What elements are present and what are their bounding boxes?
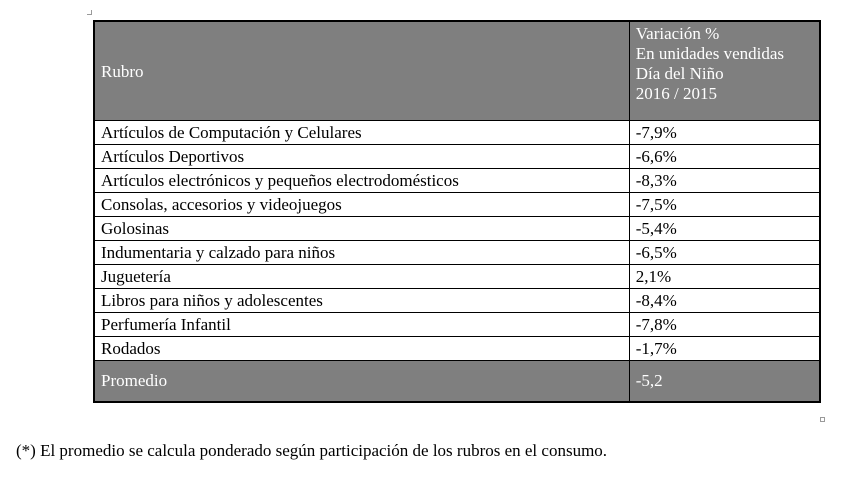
cell-rubro: Rodados: [94, 337, 629, 361]
cell-rubro: Artículos electrónicos y pequeños electrodomésticos: [94, 169, 629, 193]
cell-rubro: Artículos Deportivos: [94, 145, 629, 169]
header-variation: [629, 21, 820, 121]
selection-corner-top-left: [87, 10, 92, 15]
cell-variation: -5,4%: [629, 217, 820, 241]
average-label: Promedio: [94, 361, 629, 403]
cell-variation: 2,1%: [629, 265, 820, 289]
table-row: [94, 265, 820, 289]
cell-rubro: Indumentaria y calzado para niños: [94, 241, 629, 265]
consumption-variation-table: [93, 20, 821, 403]
table-row: [94, 313, 820, 337]
cell-rubro: Consolas, accesorios y videojuegos: [94, 193, 629, 217]
table-header-row: [94, 21, 820, 121]
cell-variation: -8,3%: [629, 169, 820, 193]
table-row: [94, 145, 820, 169]
header-variation-line: En unidades vendidas: [635, 44, 785, 63]
table-row: [94, 217, 820, 241]
table-row: [94, 121, 820, 145]
table-row: [94, 337, 820, 361]
cell-rubro: Libros para niños y adolescentes: [94, 289, 629, 313]
header-variation-line: Día del Niño: [635, 64, 724, 83]
table-row: [94, 193, 820, 217]
cell-variation: -8,4%: [629, 289, 820, 313]
table-row: [94, 241, 820, 265]
cell-variation: -7,8%: [629, 313, 820, 337]
table-row: [94, 169, 820, 193]
header-variation-line: Variación %: [635, 24, 720, 43]
table-resize-handle[interactable]: [820, 417, 825, 422]
cell-rubro: Juguetería: [94, 265, 629, 289]
cell-rubro: Artículos de Computación y Celulares: [94, 121, 629, 145]
average-value: -5,2: [629, 361, 820, 403]
cell-rubro: Golosinas: [94, 217, 629, 241]
cell-variation: -1,7%: [629, 337, 820, 361]
table-row: [94, 289, 820, 313]
header-rubro: Rubro: [94, 21, 629, 121]
header-variation-line: 2016 / 2015: [635, 84, 717, 103]
cell-rubro: Perfumería Infantil: [94, 313, 629, 337]
cell-variation: -6,5%: [629, 241, 820, 265]
cell-variation: -6,6%: [629, 145, 820, 169]
footnote: (*) El promedio se calcula ponderado según participación de los rubros en el consumo.: [16, 441, 608, 460]
cell-variation: -7,9%: [629, 121, 820, 145]
cell-variation: -7,5%: [629, 193, 820, 217]
average-row: [94, 361, 820, 403]
